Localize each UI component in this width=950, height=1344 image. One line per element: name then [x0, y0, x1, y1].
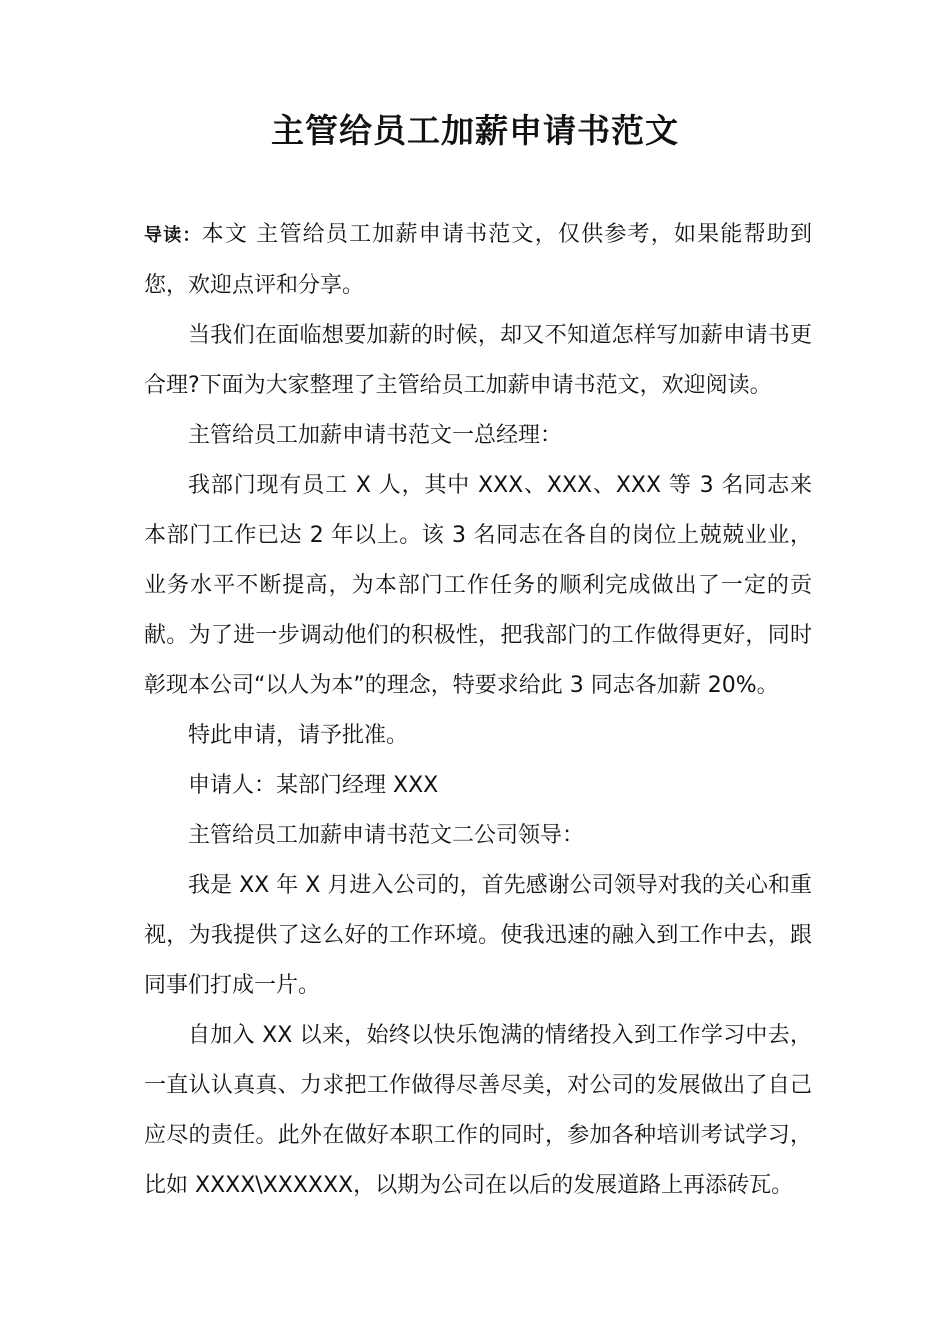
intro-label: 导读：	[144, 225, 202, 246]
paragraph: 申请人：某部门经理 XXX	[188, 773, 439, 798]
intro-paragraph	[144, 210, 812, 311]
paragraph: 自加入 XX 以来，始终以快乐饱满的情绪投入到工作学习中去，一直认认真真、力求把工作做得尽善尽美，对公司的发展做出了自己应尽的责任。此外在做好本职工作的同时，参加各种培训考试学习，比如 XXXX\XXXXXX，以期为公司在以后的发展道路上再添砖瓦。	[144, 1023, 812, 1198]
paragraph: 我是 XX 年 X 月进入公司的，首先感谢公司领导对我的关心和重视，为我提供了这么好的工作环境。使我迅速的融入到工作中去，跟同事们打成一片。	[144, 873, 812, 998]
intro-text: 本文 主管给员工加薪申请书范文，仅供参考，如果能帮助到您，欢迎点评和分享。	[144, 222, 812, 298]
document-body	[144, 210, 812, 1211]
paragraph: 特此申请，请予批准。	[188, 723, 409, 748]
paragraph: 主管给员工加薪申请书范文一总经理：	[188, 423, 563, 448]
paragraph: 当我们在面临想要加薪的时候，却又不知道怎样写加薪申请书更合理?下面为大家整理了主管给员工加薪申请书范文，欢迎阅读。	[144, 323, 812, 398]
document-title: 主管给员工加薪申请书范文	[271, 111, 679, 150]
paragraph: 主管给员工加薪申请书范文二公司领导：	[188, 823, 585, 848]
paragraph: 我部门现有员工 X 人，其中 XXX、XXX、XXX 等 3 名同志来本部门工作已达 2 年以上。该 3 名同志在各自的岗位上兢兢业业，业务水平不断提高，为本部门工作任务的顺利完成做出了一定的贡献。为了进一步调动他们的积极性，把我部门的工作做得更好，同时彰现本公司“以人为本”的理念，特要求给此 3 同志各加薪 20%。	[144, 473, 812, 698]
